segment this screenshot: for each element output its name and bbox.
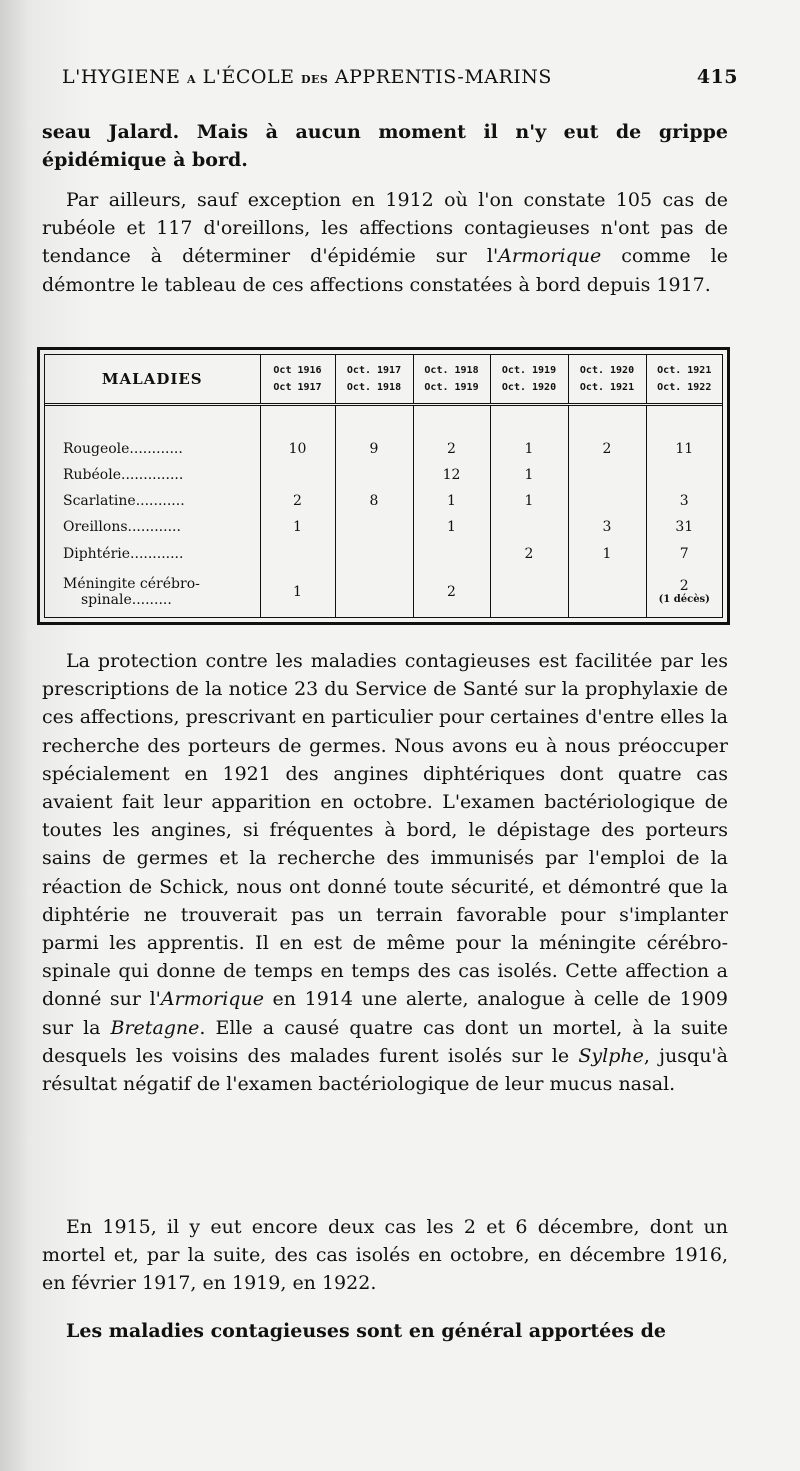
table-cell [646,462,722,488]
table-cell: 2 [413,567,490,617]
period-to: Oct. 1920 [501,382,557,393]
table-cell: 31 [646,514,722,540]
paragraph-4-text: En 1915, il y eut encore deux cas les 2 et 6 décembre, dont un mortel et, par la suite, des cas isolés en octobre, en décembre 1916, en février 1917, en 1919, en 1922. [42,1216,728,1295]
table-row [45,540,722,566]
table-cell [335,567,413,617]
table-cell: 1 [568,540,646,566]
period-from: Oct. 1918 [424,365,479,376]
table-cell [490,567,568,617]
table-cell: 1 [490,435,568,461]
table-cell [335,462,413,488]
table-cell: 1 [413,514,490,540]
table-cell: 12 [413,462,490,488]
table-cell: 2 [490,540,568,566]
paragraph-2 [42,186,728,299]
death-note: (1 décès) [658,594,710,606]
disease-name: Oreillons............ [63,519,181,536]
table-cell: 2 [260,488,335,514]
paragraph-3-part-d: , jusqu'à résultat négatif de l'examen bactériologique de leur mucus nasal. [42,1044,728,1096]
table-cell [260,540,335,566]
diseases-table-inner [44,354,723,618]
paragraph-3-part-b: en 1914 une alerte, analogue à celle de 1909 sur la [42,988,728,1039]
table-cell: 3 [646,488,722,514]
paragraph-1-text: seau Jalard. Mais à aucun moment il n'y eut de grippe épidémique à bord. [42,121,728,172]
paragraph-5 [42,1317,728,1345]
disease-name-line2: spinale......... [81,591,172,608]
header-maladies: MALADIES [45,355,260,405]
header-period [413,355,490,405]
table-row [45,567,722,617]
spacer-cell [45,405,260,436]
paragraph-2-text [42,186,728,299]
table-cell: 2 [568,435,646,461]
table-row [45,488,722,514]
paragraph-2-part-b: comme le démontre le tableau de ces affections constatées à bord depuis 1917. [42,245,728,296]
table-cell [568,488,646,514]
paragraph-4 [42,1213,728,1298]
table-cell: 9 [335,435,413,461]
header-title [62,66,552,88]
period-from: Oct. 1919 [501,365,557,376]
spacer-cell [335,405,413,436]
table-cell: 1 [260,567,335,617]
disease-name: Diphtérie............ [63,545,184,562]
period-from: Oct. 1917 [346,365,402,376]
table-cell: 1 [260,514,335,540]
paragraph-5-text: Les maladies contagieuses sont en général apportées de [66,1320,666,1342]
paragraph-3 [42,647,728,1098]
table-cell: 8 [335,488,413,514]
period-to: Oct 1917 [273,382,322,393]
table-cell: 1 [413,488,490,514]
disease-name: Scarlatine........... [63,493,185,510]
spacer-cell [568,405,646,436]
table-cell [568,462,646,488]
paragraph-3-text [42,647,728,1098]
table-cell [568,567,646,617]
period-to: Oct. 1921 [579,382,635,393]
disease-name: Rougeole............ [63,440,183,457]
disease-name-line1: Méningite cérébro- [63,575,200,592]
diseases-table-frame [37,347,730,625]
period-to: Oct. 1919 [424,382,479,393]
header-period [646,355,722,405]
spacer-cell [413,405,490,436]
period-from: Oct. 1921 [657,365,712,376]
ship-name-bretagne: Bretagne [110,1016,200,1039]
period-to: Oct. 1922 [657,382,712,393]
header-title-des: DES [301,73,329,86]
spacer-cell [260,405,335,436]
period-to: Oct. 1918 [346,382,402,393]
paragraph-2-part-a: Par ailleurs, sauf exception en 1912 où l'on constate 105 cas de rubéole et 117 d'oreillons, les affections contagieuses n'ont pas de tendance à déterminer d'épidémie sur l' [42,189,728,268]
table-cell-value: 2 [679,578,689,595]
header-period [568,355,646,405]
table-cell-with-note [646,567,722,617]
diseases-table [45,355,722,617]
table-cell: 7 [646,540,722,566]
paragraph-2-ship-name: Armorique [498,245,602,268]
table-cell: 1 [490,462,568,488]
disease-name: Rubéole.............. [63,466,184,483]
table-row [45,514,722,540]
table-cell [260,462,335,488]
table-cell [413,540,490,566]
table-header-row [45,355,722,405]
page-number: 415 [696,66,738,88]
table-cell: 11 [646,435,722,461]
table-row [45,435,722,461]
header-period [490,355,568,405]
header-title-part2: L'ÉCOLE [202,66,295,88]
header-title-a: A [187,73,197,86]
disease-name [45,567,260,617]
period-from: Oct. 1920 [579,365,635,376]
spacer-cell [646,405,722,436]
table-cell: 10 [260,435,335,461]
period-from: Oct 1916 [273,365,322,376]
paragraph-1 [42,118,728,174]
table-cell [335,514,413,540]
spacer-cell [490,405,568,436]
header-period [335,355,413,405]
ship-name-armorique: Armorique [160,988,264,1011]
table-cell: 1 [490,488,568,514]
table-cell: 3 [568,514,646,540]
table-spacer-row [45,405,722,436]
table-cell [490,514,568,540]
ship-name-sylphe: Sylphe [578,1044,644,1067]
table-cell [335,540,413,566]
paragraph-3-part-a: La protection contre les maladies contagieuses est facilitée par les prescriptions de la notice 23 du Service de Santé sur la prophylaxie de ces affections, prescrivant en particulier pour certaines d'entre elles la recherche des porteurs de germes. Nous avons eu à nous préoccuper spécialement en 1921 des angines diphtériques dont quatre cas avaient fait leur apparition en octobre. L'examen bactériologique de toutes les angines, si fréquentes à bord, le dépistage des porteurs sains de germes et la recherche des immunisés par l'emploi de la réaction de Schick, nous ont donné toute sécurité, et démontré que la diphtérie ne trouverait pas un terrain favorable pour s'implanter parmi les apprentis. Il en est de même pour la méningite cérébro-spinale qui donne de temps en temps des cas isolés. Cette affection a donné sur l' [42,650,728,1011]
header-period [260,355,335,405]
paragraph-3-part-c: . Elle a causé quatre cas dont un mortel, à la suite desquels les voisins des malades furent isolés sur le [42,1016,728,1067]
header-title-part1: L'HYGIENE [62,66,181,88]
table-cell: 2 [413,435,490,461]
header-title-part3: APPRENTIS-MARINS [334,66,552,88]
table-row [45,462,722,488]
